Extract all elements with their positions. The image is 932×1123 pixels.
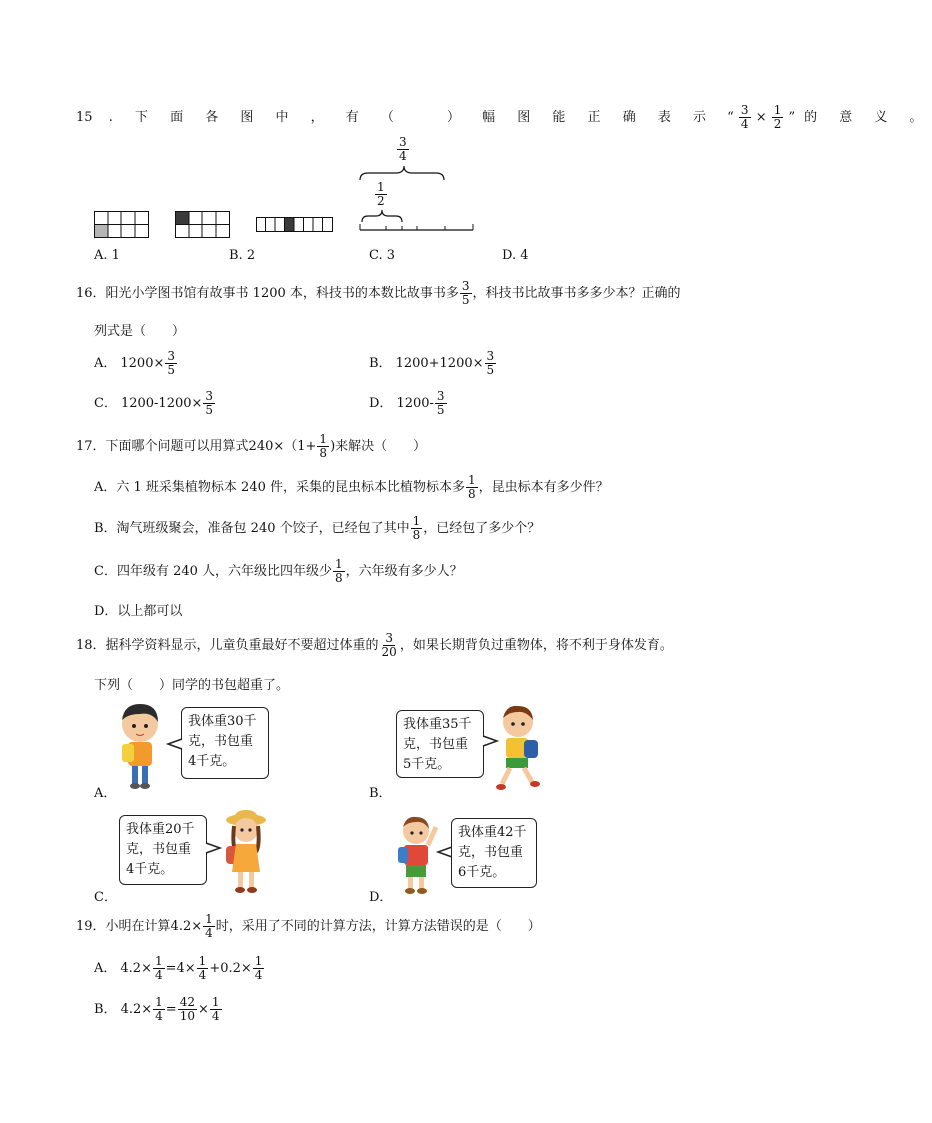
bubble-b: 我体重35千 克，书包重 5千克。 [396, 710, 484, 778]
q16-option-b[interactable]: B． 1200+1200× $\frac{3}{5}$ [369, 349, 495, 377]
q15-figure-d [356, 140, 476, 235]
q15-fraction-1-2: $\frac{1}{2}$ [773, 103, 782, 131]
q15-number: 15 [76, 110, 93, 125]
q17-option-a[interactable]: A．六 1 班采集植物标本 240 件，采集的昆虫标本比植物标本多 $\frac{1}{8}$ ，昆虫标本有多少件？ [94, 473, 609, 501]
q15-figure-a [94, 211, 150, 239]
q18-option-b[interactable]: B． [369, 786, 392, 801]
q18-option-d[interactable]: D． [369, 890, 393, 905]
q15-fig-d-label-1-2: $\frac{1}{2}$ [377, 180, 385, 208]
q15-figure-c [256, 217, 334, 233]
q15-option-d[interactable]: D. 4 [502, 248, 529, 263]
child-a-illustration [114, 700, 168, 792]
bubble-c: 我体重20千 克，书包重 4千克。 [119, 815, 207, 885]
q15-figure-b [175, 211, 231, 239]
q17-option-c[interactable]: C．四年级有 240 人，六年级比四年级少 $\frac{1}{8}$ ，六年级有多少人？ [94, 557, 463, 585]
q16-option-a[interactable]: A． 1200× $\frac{3}{5}$ [94, 349, 176, 377]
q16-line2: 列式是（ ） [94, 324, 186, 339]
q15-fraction-3-4: $\frac{3}{4}$ [740, 103, 749, 131]
q19-option-a[interactable]: A． 4.2× $\frac{1}{4}$ =4× $\frac{1}{4}$ +0.2× $\frac{1}{4}$ [94, 954, 263, 982]
child-c-illustration [220, 808, 272, 896]
q15-option-c[interactable]: C. 3 [369, 248, 396, 263]
q16-option-c[interactable]: C． 1200-1200× $\frac{3}{5}$ [94, 389, 214, 417]
q17-option-d[interactable]: D．以上都可以 [94, 604, 183, 619]
q17-option-b[interactable]: B．淘气班级聚会，准备包 240 个饺子，已经包了其中 $\frac{1}{8}$ ，已经包了多少个？ [94, 514, 541, 542]
q16-option-d[interactable]: D． 1200- $\frac{3}{5}$ [369, 389, 445, 417]
q19-option-b[interactable]: B． 4.2× $\frac{1}{4}$ = $\frac{42}{10}$ × $\frac{1}{4}$ [94, 995, 220, 1023]
q15-option-b[interactable]: B. 2 [229, 248, 256, 263]
q15-fig-d-label-3-4: $\frac{3}{4}$ [399, 135, 407, 163]
q18-line2: 下列（ ）同学的书包超重了。 [94, 678, 290, 693]
bubble-c-tail [205, 842, 221, 854]
q19-stem: 19．小明在计算4.2× $\frac{1}{4}$ 时，采用了不同的计算方法，计算方法错误的是（ ） [76, 912, 541, 940]
q16-stem: 16．阳光小学图书馆有故事书 1200 本，科技书的本数比故事书多 $\frac{3}{5}$ ，科技书比故事书多多少本？正确的 [76, 279, 681, 307]
q17-stem: 17．下面哪个问题可以用算式240×（1+ $\frac{1}{8}$ )来解决（ ） [76, 432, 427, 460]
bubble-a: 我体重30千 克，书包重 4千克。 [181, 707, 269, 779]
q18-option-c[interactable]: C． [94, 890, 117, 905]
q15-stem: 15 . 下 面 各 图 中 ， 有 （ ） 幅 图 能 正 确 表 示 “ $\frac{3}{4}$ × $\frac{1}{2}$ ”的 意 义 。 [76, 103, 932, 131]
bubble-a-tail [167, 738, 183, 750]
q18-option-a[interactable]: A． [94, 786, 117, 801]
child-b-illustration [494, 702, 546, 792]
q18-stem: 18．据科学资料显示，儿童负重最好不要超过体重的 $\frac{3}{20}$ ，如果长期背负过重物体，将不利于身体发育。 [76, 631, 673, 659]
q15-option-a[interactable]: A. 1 [94, 248, 120, 263]
bubble-d: 我体重42千 克，书包重 6千克。 [451, 818, 537, 888]
